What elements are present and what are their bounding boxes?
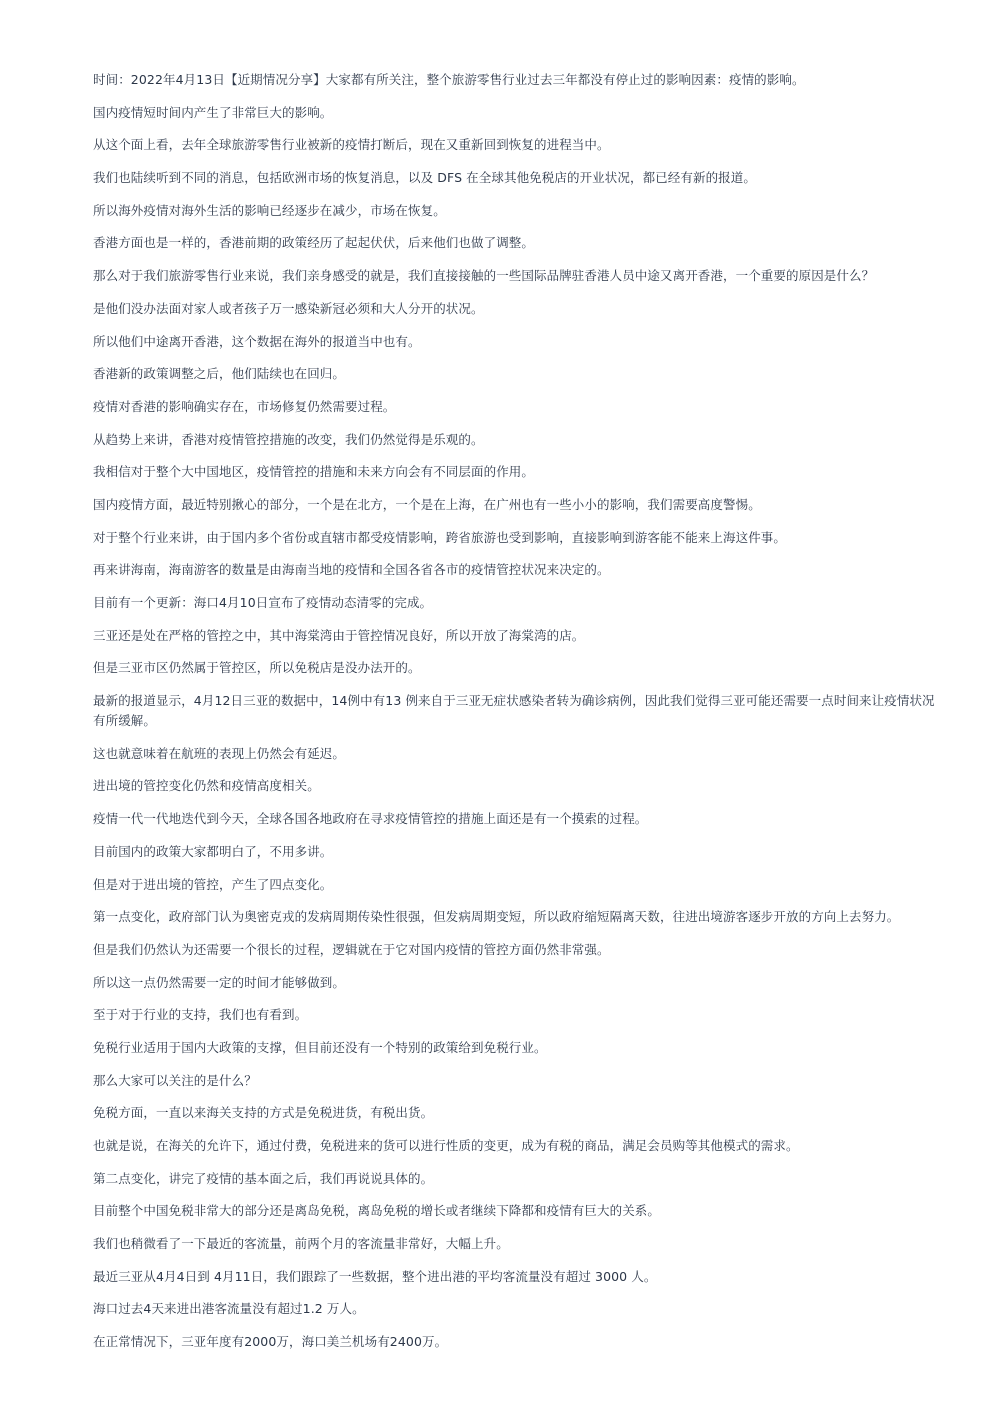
paragraph: 第二点变化，讲完了疫情的基本面之后，我们再说说具体的。 bbox=[93, 1170, 434, 1186]
paragraph: 第一点变化，政府部门认为奥密克戎的发病周期传染性很强，但发病周期变短，所以政府缩短隔离天数，往进出境游客逐步开放的方向上去努力。 bbox=[93, 909, 900, 925]
paragraph: 三亚还是处在严格的管控之中，其中海棠湾由于管控情况良好，所以开放了海棠湾的店。 bbox=[93, 627, 585, 643]
paragraph: 对于整个行业来讲，由于国内多个省份或直辖市都受疫情影响，跨省旅游也受到影响，直接影响到游客能不能来上海这件事。 bbox=[93, 529, 787, 545]
paragraph: 最新的报道显示，4月12日三亚的数据中，14例中有13 例来自于三亚无症状感染者转为确诊病例，因此我们觉得三亚可能还需要一点时间来让疫情状况有所缓解。 bbox=[93, 693, 935, 729]
paragraph: 再来讲海南，海南游客的数量是由海南当地的疫情和全国各省各市的疫情管控状况来决定的。 bbox=[93, 562, 610, 578]
paragraph: 国内疫情方面，最近特别揪心的部分，一个是在北方，一个是在上海，在广州也有一些小小的影响，我们需要高度警惕。 bbox=[93, 496, 761, 512]
paragraph: 所以海外疫情对海外生活的影响已经逐步在减少，市场在恢复。 bbox=[93, 202, 446, 218]
paragraph: 最近三亚从4月4日到 4月11日，我们跟踪了一些数据，整个进出港的平均客流量没有超过 3000 人。 bbox=[93, 1268, 657, 1284]
paragraph: 所以这一点仍然需要一定的时间才能够做到。 bbox=[93, 974, 346, 990]
paragraph: 目前有一个更新：海口4月10日宣布了疫情动态清零的完成。 bbox=[93, 595, 433, 610]
paragraph: 疫情对香港的影响确实存在，市场修复仍然需要过程。 bbox=[93, 398, 396, 414]
paragraph: 从这个面上看，去年全球旅游零售行业被新的疫情打断后，现在又重新回到恢复的进程当中。 bbox=[93, 137, 610, 153]
paragraph: 国内疫情短时间内产生了非常巨大的影响。 bbox=[93, 104, 333, 120]
paragraph: 从趋势上来讲，香港对疫情管控措施的改变，我们仍然觉得是乐观的。 bbox=[93, 431, 484, 447]
document-page bbox=[93, 70, 945, 1365]
paragraph: 疫情一代一代地迭代到今天，全球各国各地政府在寻求疫情管控的措施上面还是有一个摸索的过程。 bbox=[93, 811, 648, 827]
paragraph: 但是对于进出境的管控，产生了四点变化。 bbox=[93, 876, 333, 892]
paragraph: 海口过去4天来进出港客流量没有超过1.2 万人。 bbox=[93, 1301, 365, 1317]
paragraph: 进出境的管控变化仍然和疫情高度相关。 bbox=[93, 778, 320, 794]
paragraph: 那么大家可以关注的是什么？ bbox=[93, 1072, 257, 1088]
paragraph: 香港方面也是一样的，香港前期的政策经历了起起伏伏，后来他们也做了调整。 bbox=[93, 235, 535, 251]
paragraph: 那么对于我们旅游零售行业来说，我们亲身感受的就是，我们直接接触的一些国际品牌驻香港人员中途又离开香港，一个重要的原因是什么？ bbox=[93, 268, 875, 284]
paragraph: 目前国内的政策大家都明白了，不用多讲。 bbox=[93, 843, 333, 859]
paragraph: 至于对于行业的支持，我们也有看到。 bbox=[93, 1007, 308, 1023]
paragraph: 在正常情况下，三亚年度有2000万，海口美兰机场有2400万。 bbox=[93, 1334, 448, 1350]
paragraph: 免税行业适用于国内大政策的支撑，但目前还没有一个特别的政策给到免税行业。 bbox=[93, 1039, 547, 1055]
paragraph: 时间：2022年4月13日【近期情况分享】大家都有所关注，整个旅游零售行业过去三年都没有停止过的影响因素：疫情的影响。 bbox=[93, 72, 805, 87]
paragraph: 也就是说，在海关的允许下，通过付费，免税进来的货可以进行性质的变更，成为有税的商品，满足会员购等其他模式的需求。 bbox=[93, 1138, 799, 1153]
paragraph: 我们也稍微看了一下最近的客流量，前两个月的客流量非常好，大幅上升。 bbox=[93, 1236, 509, 1252]
paragraph: 目前整个中国免税非常大的部分还是离岛免税，离岛免税的增长或者继续下降都和疫情有巨大的关系。 bbox=[93, 1203, 661, 1219]
paragraph: 我相信对于整个大中国地区，疫情管控的措施和未来方向会有不同层面的作用。 bbox=[93, 464, 535, 480]
paragraph: 所以他们中途离开香港，这个数据在海外的报道当中也有。 bbox=[93, 333, 421, 349]
paragraph: 但是我们仍然认为还需要一个很长的过程，逻辑就在于它对国内疫情的管控方面仍然非常强。 bbox=[93, 941, 610, 957]
paragraph: 是他们没办法面对家人或者孩子万一感染新冠必须和大人分开的状况。 bbox=[93, 300, 484, 316]
paragraph: 我们也陆续听到不同的消息，包括欧洲市场的恢复消息，以及 DFS 在全球其他免税店的开业状况，都已经有新的报道。 bbox=[93, 170, 756, 186]
paragraph: 香港新的政策调整之后，他们陆续也在回归。 bbox=[93, 366, 346, 382]
paragraph: 这也就意味着在航班的表现上仍然会有延迟。 bbox=[93, 745, 346, 761]
paragraph: 但是三亚市区仍然属于管控区，所以免税店是没办法开的。 bbox=[93, 660, 421, 676]
paragraph: 免税方面，一直以来海关支持的方式是免税进货，有税出货。 bbox=[93, 1105, 434, 1121]
